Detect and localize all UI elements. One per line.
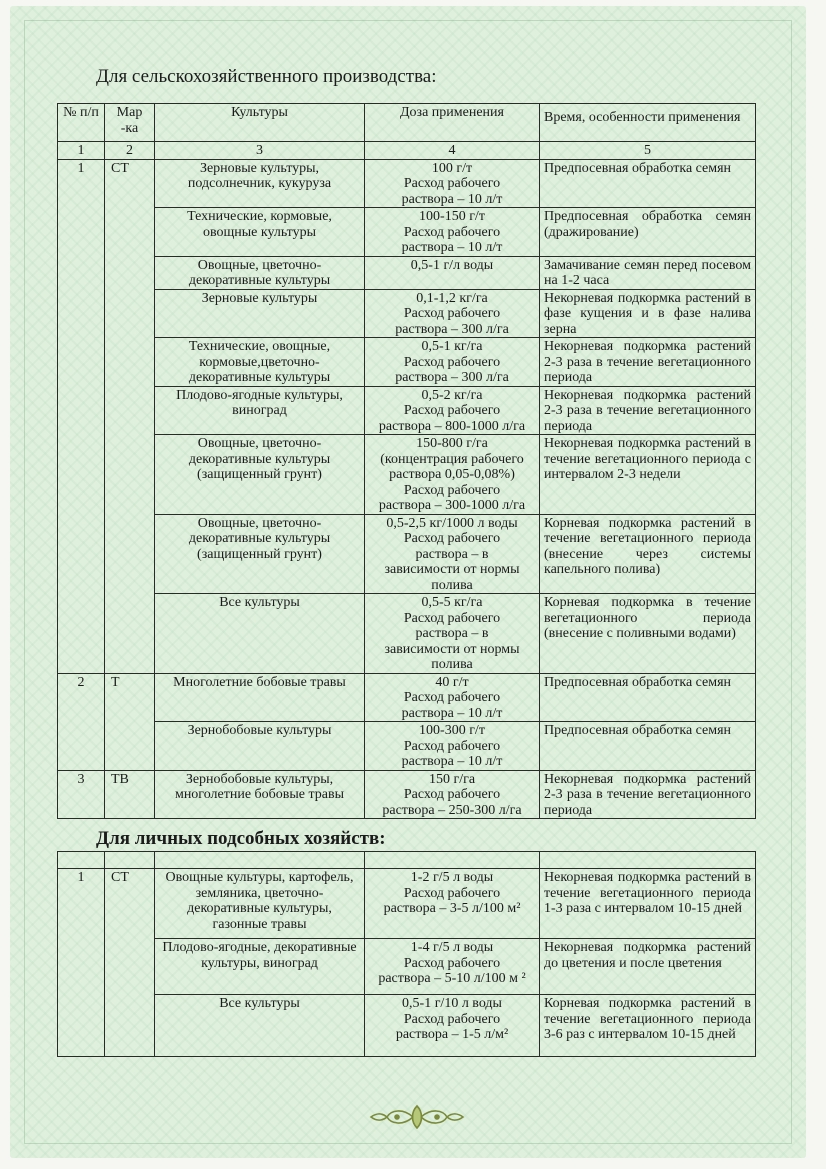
table-row (58, 159, 756, 208)
col-number: 2 (105, 142, 155, 160)
dose-line: полива (431, 577, 473, 593)
culture-cell: Зернобобовые культуры (155, 722, 365, 771)
col-number: 1 (58, 142, 105, 160)
personal-table (57, 851, 756, 1057)
table-row (58, 673, 756, 722)
dose-line: Расход рабочего (403, 610, 501, 626)
row-number: 3 (58, 770, 105, 819)
dose-line: Расход рабочего (403, 354, 501, 370)
heading-agricultural: Для сельскохозяйственного производства: (96, 66, 437, 87)
header-dose: Доза применения (365, 104, 540, 142)
table-row (58, 338, 756, 387)
col-number: 3 (155, 142, 365, 160)
dose-line: Расход рабочего (403, 403, 501, 418)
dose-line: раствора 0,05-0,08%) (389, 467, 515, 482)
table-row (58, 869, 756, 939)
dose-line: раствора – 3-5 л/100 м² (383, 901, 521, 916)
dose-cell (365, 256, 540, 289)
dose-line: раствора – 300 л/га (395, 321, 509, 337)
dose-line: 0,5-1 г/10 л воды (402, 996, 502, 1011)
dose-line: раствора – 300 л/га (395, 370, 509, 385)
row-number: 2 (58, 673, 105, 770)
dose-cell (365, 159, 540, 208)
row-mark: Т (105, 673, 155, 770)
application-time-cell: Некорневая подкормка растений в течение вегетационного периода с интервалом 2-3 недели (540, 435, 756, 515)
dose-line: 100 г/т (431, 160, 473, 176)
dose-line: раствора – 10 л/т (401, 240, 503, 255)
application-time-cell: Предпосевная обработка семян (540, 673, 756, 722)
heading-personal: Для личных подсобных хозяйств: (96, 828, 386, 849)
dose-cell (365, 594, 540, 674)
blank-cell (540, 852, 756, 869)
dose-line: 0,5-5 кг/га (421, 595, 483, 610)
dose-line: 150 г/га (428, 771, 476, 787)
dose-cell (365, 338, 540, 387)
dose-line: 0,5-1 г/л воды (410, 257, 494, 273)
dose-line: раствора – 10 л/т (401, 705, 503, 721)
application-time-cell: Предпосевная обработка семян (540, 159, 756, 208)
application-time-cell: Некорневая подкормка растений 2-3 раза в течение вегетационного периода (540, 386, 756, 435)
application-time-cell: Корневая подкормка в течение вегетационного периода (внесение с поливными водами) (540, 594, 756, 674)
dose-cell (365, 289, 540, 338)
table-row (58, 208, 756, 257)
table-row (58, 256, 756, 289)
col-number: 4 (365, 142, 540, 160)
culture-cell: Овощные, цветочно-декоративные культуры (защищенный грунт) (155, 514, 365, 594)
dose-line: Расход рабочего (403, 176, 501, 191)
culture-cell: Овощные, цветочно-декоративные культуры (защищенный грунт) (155, 435, 365, 515)
application-time-cell: Предпосевная обработка семян (дражирование) (540, 208, 756, 257)
dose-line: раствора – 250-300 л/га (382, 802, 522, 818)
dose-line: раствора – 1-5 л/м² (395, 1027, 509, 1042)
application-time-cell: Корневая подкормка растений в течение вегетационного периода (внесение через системы капельного полива) (540, 514, 756, 594)
agricultural-table (57, 103, 756, 819)
dose-line: Расход рабочего (403, 955, 501, 971)
dose-line: раствора – в (415, 546, 489, 562)
dose-line: Расход рабочего (403, 787, 501, 802)
culture-cell: Все культуры (155, 594, 365, 674)
dose-line: Расход рабочего (403, 482, 501, 498)
dose-line: 0,1-1,2 кг/га (416, 290, 488, 306)
dose-line: 40 г/т (435, 674, 469, 690)
dose-line: 1-2 г/5 л воды (410, 870, 494, 885)
application-time-cell: Корневая подкормка растений в течение вегетационного периода 3-6 раз с интервалом 10-15 дней (540, 995, 756, 1057)
blank-cell (58, 852, 105, 869)
table-row (58, 722, 756, 771)
culture-cell: Зерновые культуры (155, 289, 365, 338)
table-row (58, 435, 756, 515)
application-time-cell: Некорневая подкормка растений до цветения и после цветения (540, 939, 756, 995)
culture-cell: Овощные, цветочно-декоративные культуры (155, 256, 365, 289)
table-row (58, 386, 756, 435)
dose-line: Расход рабочего (403, 690, 501, 705)
row-mark: СТ (105, 159, 155, 673)
dose-line: 0,5-2 кг/га (421, 387, 483, 403)
header-row (58, 104, 756, 142)
table-row (58, 770, 756, 819)
application-time-cell: Некорневая подкормка растений в течение вегетационного периода 1-3 раза с интервалом 10-15 дней (540, 869, 756, 939)
culture-cell: Многолетние бобовые травы (155, 673, 365, 722)
row-mark: СТ (105, 869, 155, 1057)
culture-cell: Овощные культуры, картофель, земляника, цветочно-декоративные культуры, газонные травы (155, 869, 365, 939)
application-time-cell: Некорневая подкормка растений в фазе кущения и в фазе налива зерна (540, 289, 756, 338)
dose-line: 100-300 г/т (419, 723, 485, 738)
blank-cell (365, 852, 540, 869)
dose-line: раствора – 10 л/т (401, 754, 503, 769)
dose-line: (концентрация рабочего (380, 451, 524, 467)
dose-cell (365, 939, 540, 995)
dose-line: раствора – 800-1000 л/га (378, 418, 526, 434)
header-num: № п/п (58, 104, 105, 142)
dose-cell (365, 770, 540, 819)
row-mark: ТВ (105, 770, 155, 819)
dose-line: раствора – 10 л/т (401, 191, 503, 207)
dose-line: зависимости от нормы (384, 562, 520, 577)
table-row (58, 939, 756, 995)
application-time-cell: Замачивание семян перед посевом на 1-2 часа (540, 256, 756, 289)
dose-cell (365, 435, 540, 515)
ornament-icon (367, 1102, 467, 1132)
row-number: 1 (58, 869, 105, 1057)
dose-line: 150-800 г/га (416, 436, 488, 451)
header-time: Время, особенности применения (540, 104, 756, 142)
dose-cell (365, 386, 540, 435)
dose-line: раствора – в (415, 626, 489, 641)
dose-cell (365, 673, 540, 722)
dose-line: раствора – 5-10 л/100 м ² (378, 971, 526, 986)
dose-line: Расход рабочего (403, 531, 501, 546)
dose-line: 0,5-1 кг/га (421, 339, 483, 354)
dose-line: зависимости от нормы (384, 641, 520, 657)
culture-cell: Зернобобовые культуры, многолетние бобовые травы (155, 770, 365, 819)
column-number-row (58, 142, 756, 160)
dose-cell (365, 722, 540, 771)
table-row (58, 514, 756, 594)
dose-cell (365, 869, 540, 939)
blank-cell (155, 852, 365, 869)
application-time-cell: Некорневая подкормка растений 2-3 раза в течение вегетационного периода (540, 770, 756, 819)
culture-cell: Технические, кормовые, овощные культуры (155, 208, 365, 257)
dose-cell (365, 995, 540, 1057)
table-row (58, 594, 756, 674)
dose-cell (365, 208, 540, 257)
dose-line: Расход рабочего (403, 1011, 501, 1027)
row-number: 1 (58, 159, 105, 673)
culture-cell: Плодово-ягодные, декоративные культуры, виноград (155, 939, 365, 995)
header-cultures: Культуры (155, 104, 365, 142)
dose-cell (365, 514, 540, 594)
dose-line: Расход рабочего (403, 738, 501, 754)
dose-line: 1-4 г/5 л воды (410, 940, 494, 955)
dose-line: раствора – 300-1000 л/га (378, 498, 526, 513)
culture-cell: Технические, овощные, кормовые,цветочно-декоративные культуры (155, 338, 365, 387)
dose-line: Расход рабочего (403, 224, 501, 240)
dose-line: Расход рабочего (403, 306, 501, 321)
dose-line: полива (431, 657, 473, 672)
blank-cell (105, 852, 155, 869)
blank-header-row (58, 852, 756, 869)
table-row (58, 289, 756, 338)
dose-line: Расход рабочего (403, 885, 501, 901)
dose-line: 0,5-2,5 кг/1000 л воды (386, 515, 518, 531)
col-number: 5 (540, 142, 756, 160)
dose-line: 100-150 г/т (419, 209, 485, 224)
application-time-cell: Предпосевная обработка семян (540, 722, 756, 771)
application-time-cell: Некорневая подкормка растений 2-3 раза в течение вегетационного периода (540, 338, 756, 387)
table-row (58, 995, 756, 1057)
header-mark: Мар -ка (105, 104, 155, 142)
culture-cell: Все культуры (155, 995, 365, 1057)
culture-cell: Плодово-ягодные культуры, виноград (155, 386, 365, 435)
culture-cell: Зерновые культуры, подсолнечник, кукуруза (155, 159, 365, 208)
